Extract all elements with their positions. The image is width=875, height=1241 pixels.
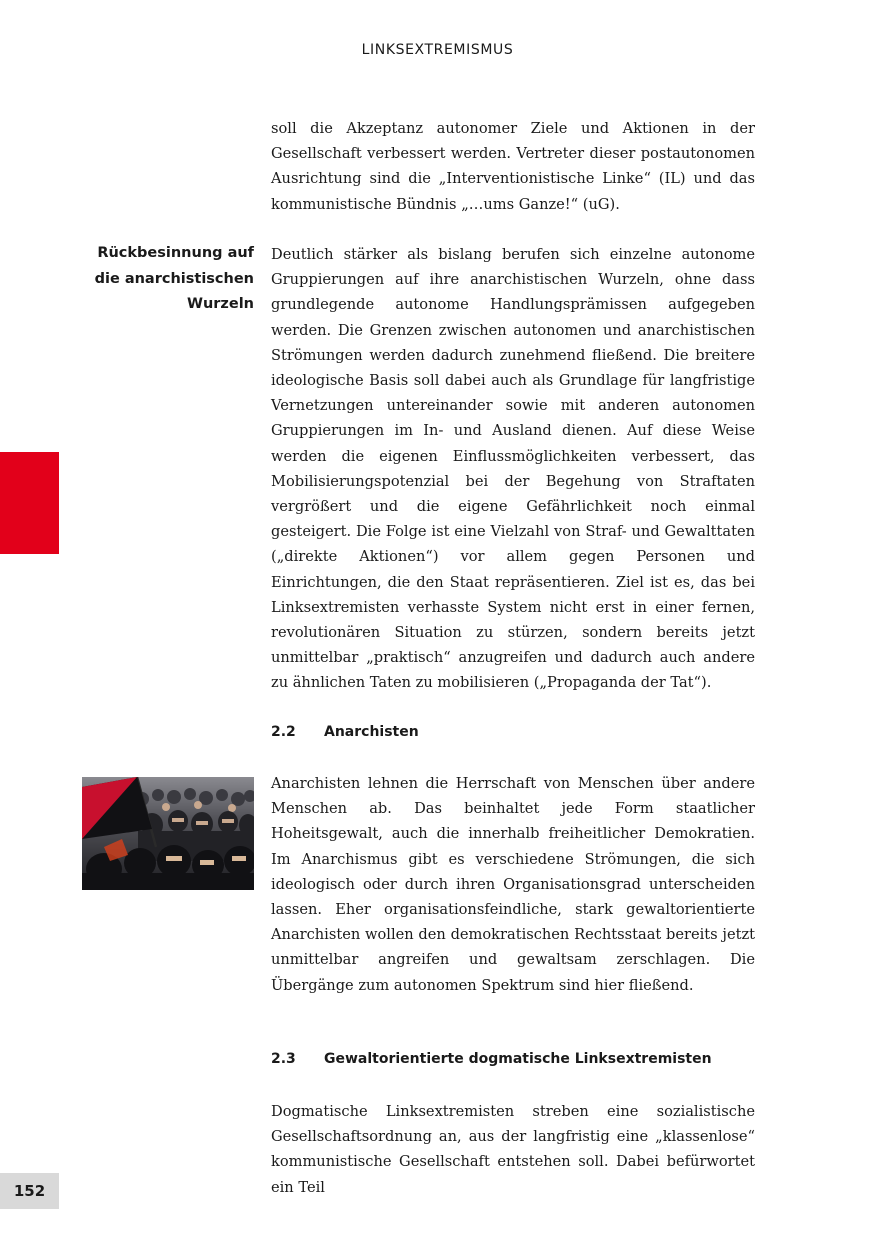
section-title: Gewaltorientierte dogmatische Linksextremisten (324, 1051, 712, 1067)
margin-note-line: Rückbesinnung auf (97, 245, 254, 261)
page-number: 152 (0, 1173, 59, 1209)
protest-photo-icon (82, 777, 254, 890)
running-title: LINKSEXTREMISMUS (361, 42, 514, 58)
section-heading-2-3 (271, 1051, 712, 1067)
protest-photo (82, 777, 254, 890)
section-title: Anarchisten (324, 724, 419, 740)
paragraph-anarchists (271, 771, 755, 998)
paragraph-text: Deutlich stärker als bislang berufen sich einzelne autonome Gruppierungen auf ihre anarchistischen Wurzeln, ohne dass grundlegende autonome Handlungsprämissen aufgegeben werden. Die Grenzen zwischen autonomen und anarchistischen Strömungen werden dadurch zunehmend fließend. Die breitere ideologische Basis soll dabei auch als Grundlage für langfristige Vernetzungen untereinander sowie mit anderen autonomen Gruppierungen im In- und Ausland dienen. Auf diese Weise werden die eigenen Einflussmöglichkeiten verbessert, das Mobilisierungspotenzial bei der Begehung von Straftaten vergrößert und die eigene Gefährlichkeit noch einmal gesteigert. Die Folge ist eine Vielzahl von Straf- und Gewalttaten („direkte Aktionen“) vor allem gegen Personen und Einrichtungen, die den Staat repräsentieren. Ziel ist es, das bei Linksextremisten verhasste System nicht erst in einer fernen, revolutionären Situation zu stürzen, sondern bereits jetzt unmittelbar „praktisch“ anzugreifen und dadurch auch andere zu ähnlichen Taten zu mobilisieren („Propaganda der Tat“). (271, 246, 755, 692)
chapter-marker (0, 452, 59, 554)
paragraph-intro-continuation (271, 116, 755, 217)
section-number: 2.2 (271, 724, 296, 740)
section-number: 2.3 (271, 1051, 296, 1067)
margin-note-line: Wurzeln (186, 296, 254, 312)
paragraph-text: Anarchisten lehnen die Herrschaft von Menschen über andere Menschen ab. Das beinhaltet jede Form staatlicher Hoheitsgewalt, auch die innerhalb freiheitlicher Demokratien. Im Anarchismus gibt es verschiedene Strömungen, die sich ideologisch oder durch ihren Organisationsgrad unterscheiden lassen. Eher organisationsfeindliche, stark gewaltorientierte Anarchisten wollen den demokratischen Rechtsstaat bereits jetzt unmittelbar angreifen und gewaltsam zerschlagen. Die Übergänge zum autonomen Spektrum sind hier fließend. (271, 775, 755, 994)
paragraph-text: soll die Akzeptanz autonomer Ziele und Aktionen in der Gesellschaft verbessert werden. Vertreter dieser postautonomen Ausrichtung sind die „Interventionistische Linke“ (IL) und das kommunistische Bündnis „…ums Ganze!“ (uG). (271, 120, 755, 213)
margin-note (90, 241, 254, 318)
paragraph-dogmatic (271, 1099, 755, 1200)
paragraph-text: Dogmatische Linksextremisten streben eine sozialistische Gesellschaftsordnung an, aus der langfristig eine „klassenlose“ kommunistische Gesellschaft entstehen soll. Dabei befürwortet ein Teil (271, 1103, 755, 1196)
section-heading-2-2 (271, 724, 419, 740)
paragraph-anarchist-roots (271, 242, 755, 696)
margin-note-line: die anarchistischen (94, 270, 254, 287)
